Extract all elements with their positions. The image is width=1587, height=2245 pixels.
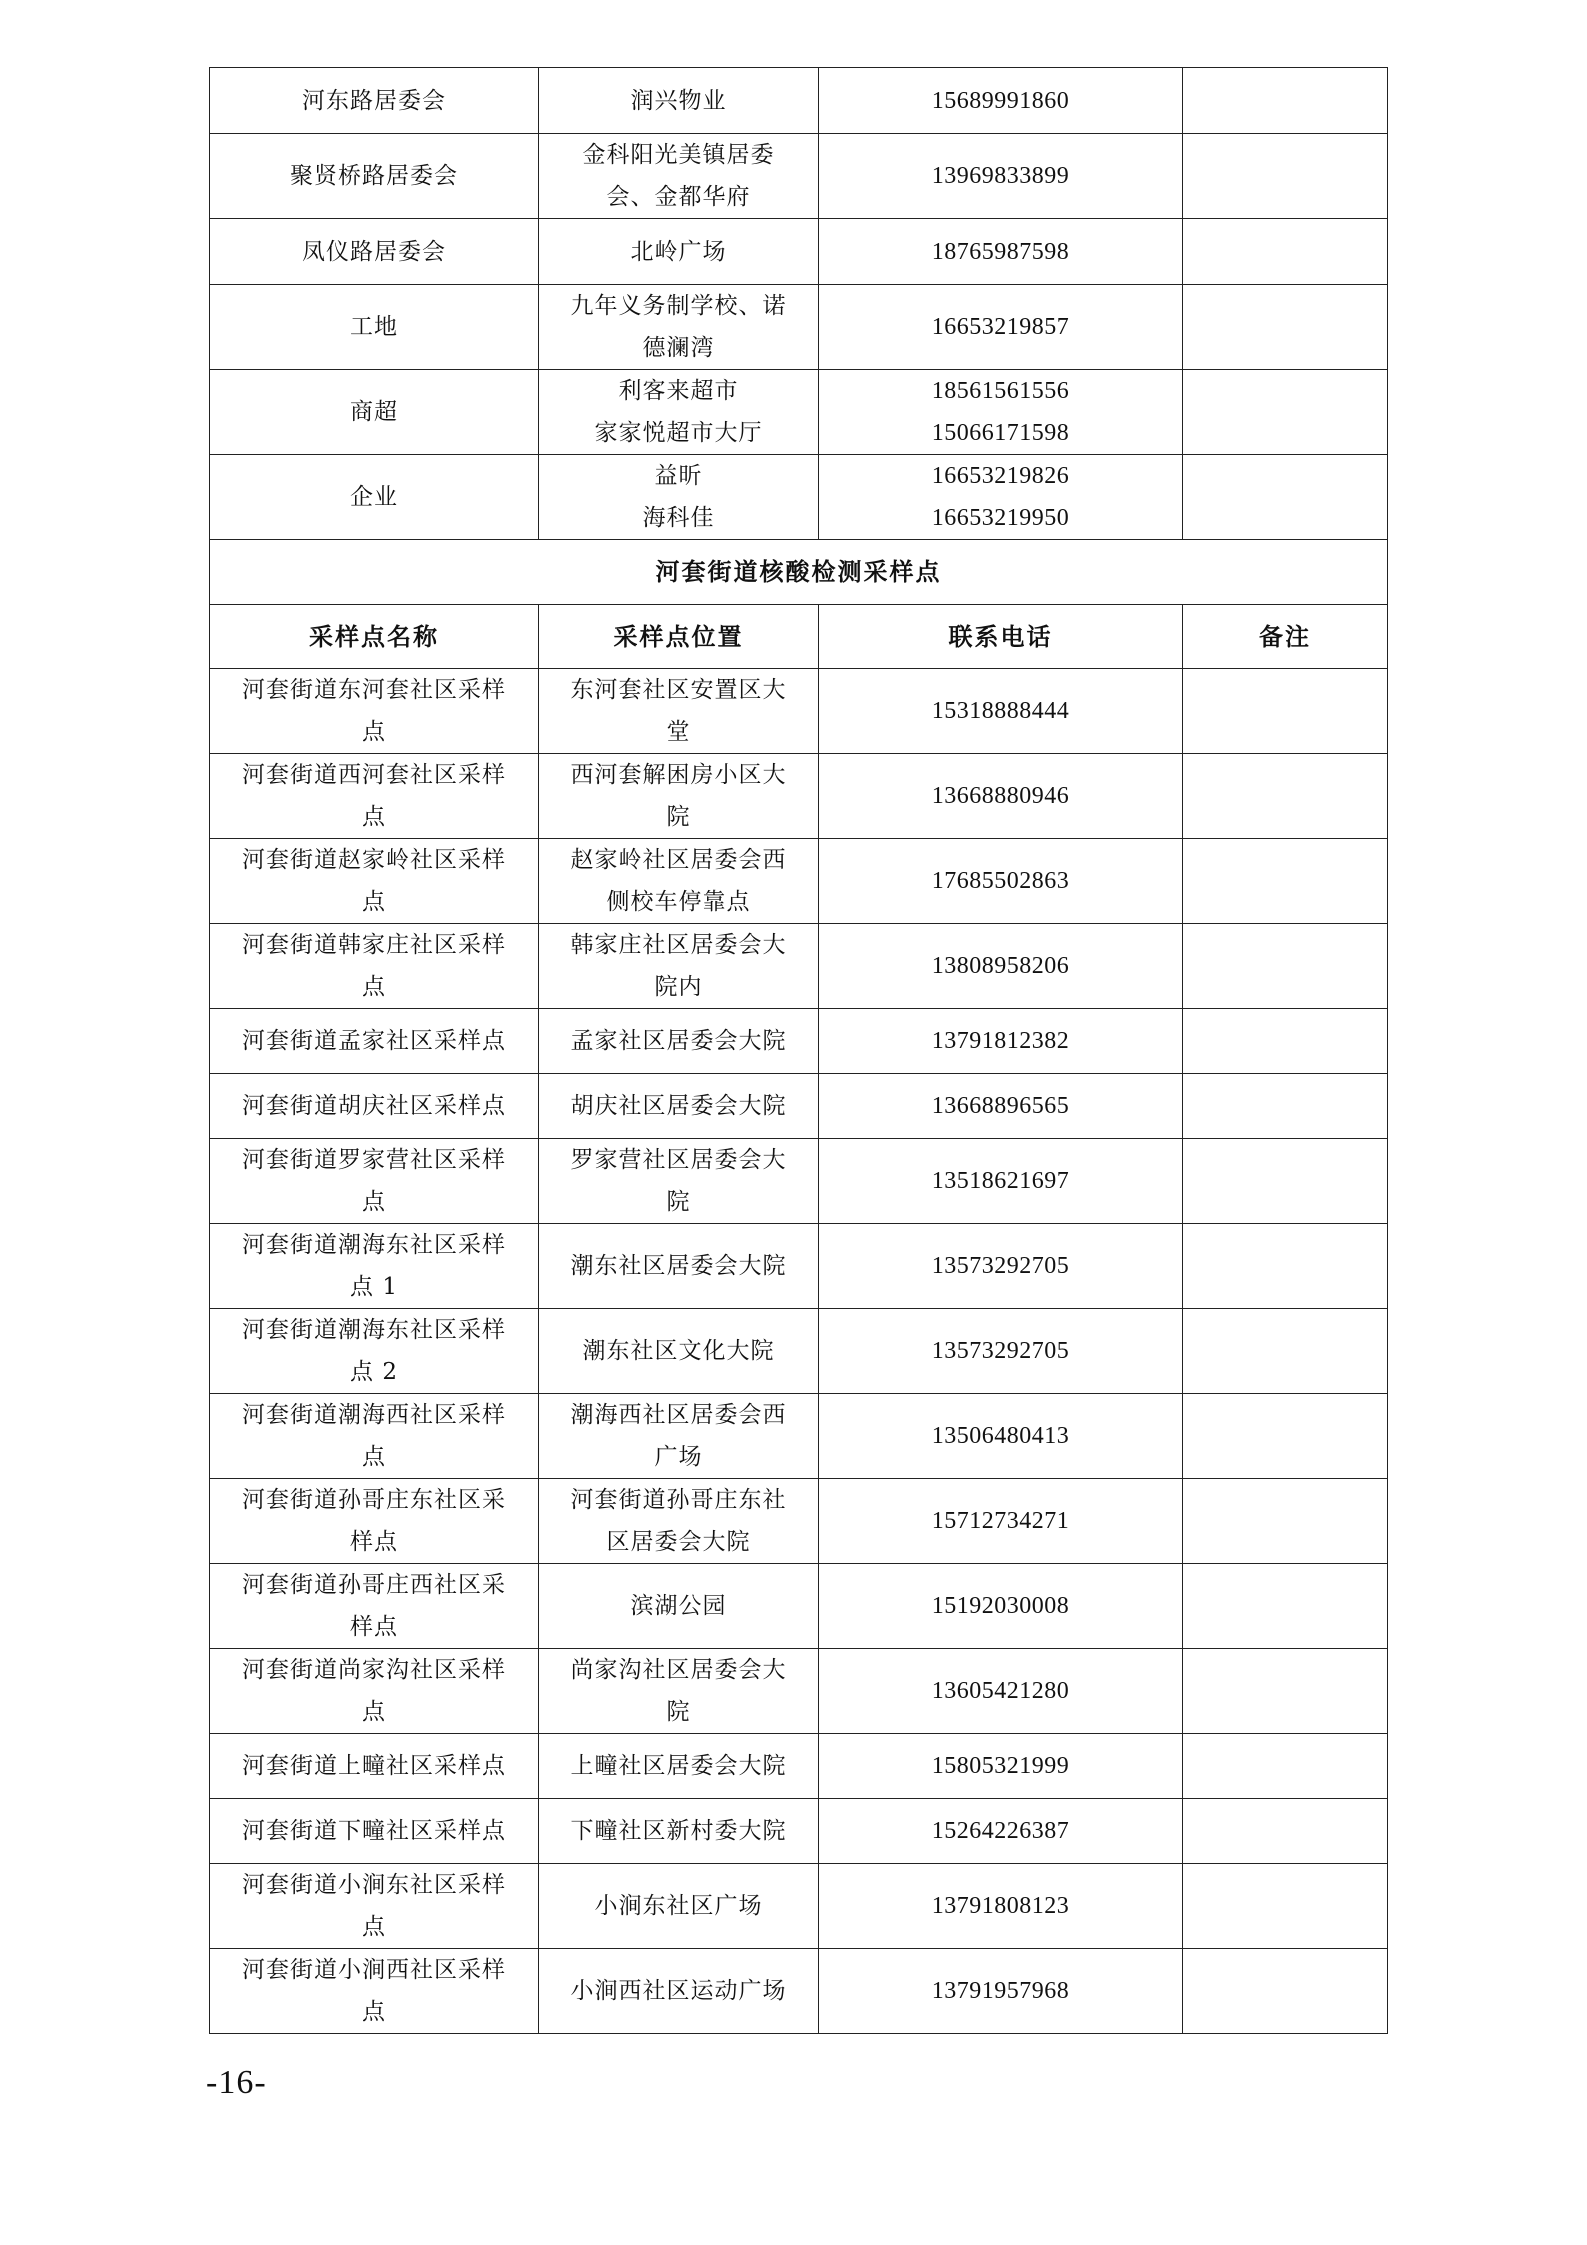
site-location: 下疃社区新村委大院 xyxy=(539,1799,819,1864)
site-name: 河套街道孟家社区采样点 xyxy=(210,1009,539,1074)
column-header-location: 采样点位置 xyxy=(539,605,819,669)
site-location: 赵家岭社区居委会西 侧校车停靠点 xyxy=(539,839,819,924)
contact-phone: 15805321999 xyxy=(819,1734,1183,1799)
page-number: -16- xyxy=(206,2064,267,2101)
note-cell xyxy=(1183,924,1388,1009)
site-location: 东河套社区安置区大 堂 xyxy=(539,669,819,754)
note-cell xyxy=(1183,1394,1388,1479)
contact-phone: 16653219857 xyxy=(819,285,1183,370)
note-cell xyxy=(1183,455,1388,540)
contact-phone: 18561561556 15066171598 xyxy=(819,370,1183,455)
contact-phone: 13791812382 xyxy=(819,1009,1183,1074)
site-name: 河套街道尚家沟社区采样 点 xyxy=(210,1649,539,1734)
contact-phone: 18765987598 xyxy=(819,219,1183,285)
column-header-name: 采样点名称 xyxy=(210,605,539,669)
table-row xyxy=(210,839,1388,924)
site-location: 罗家营社区居委会大 院 xyxy=(539,1139,819,1224)
site-name: 河套街道潮海东社区采样 点 2 xyxy=(210,1309,539,1394)
note-cell xyxy=(1183,1074,1388,1139)
note-cell xyxy=(1183,1309,1388,1394)
section-title-row xyxy=(210,540,1388,605)
contact-phone: 15264226387 xyxy=(819,1799,1183,1864)
table-row xyxy=(210,1564,1388,1649)
note-cell xyxy=(1183,1734,1388,1799)
residents-committee-name: 聚贤桥路居委会 xyxy=(210,134,539,219)
table-row xyxy=(210,134,1388,219)
site-location: 西河套解困房小区大 院 xyxy=(539,754,819,839)
site-location: 金科阳光美镇居委 会、金都华府 xyxy=(539,134,819,219)
site-name: 河套街道潮海东社区采样 点 1 xyxy=(210,1224,539,1309)
table-row xyxy=(210,370,1388,455)
note-cell xyxy=(1183,1864,1388,1949)
contact-phone: 15318888444 xyxy=(819,669,1183,754)
contact-phone: 13518621697 xyxy=(819,1139,1183,1224)
contact-phone: 15192030008 xyxy=(819,1564,1183,1649)
site-location: 韩家庄社区居委会大 院内 xyxy=(539,924,819,1009)
contact-phone: 13573292705 xyxy=(819,1224,1183,1309)
table-row xyxy=(210,1649,1388,1734)
table-row xyxy=(210,1309,1388,1394)
note-cell xyxy=(1183,134,1388,219)
site-location: 潮海西社区居委会西 广场 xyxy=(539,1394,819,1479)
table-row xyxy=(210,1479,1388,1564)
sampling-sites-table xyxy=(209,67,1388,2034)
note-cell xyxy=(1183,669,1388,754)
section-title: 河套街道核酸检测采样点 xyxy=(210,540,1388,605)
column-header-note: 备注 xyxy=(1183,605,1388,669)
contact-phone: 13506480413 xyxy=(819,1394,1183,1479)
site-name: 河套街道上疃社区采样点 xyxy=(210,1734,539,1799)
site-name: 河套街道孙哥庄西社区采 样点 xyxy=(210,1564,539,1649)
site-name: 河套街道东河套社区采样 点 xyxy=(210,669,539,754)
note-cell xyxy=(1183,370,1388,455)
site-name: 河套街道小涧西社区采样 点 xyxy=(210,1949,539,2034)
note-cell xyxy=(1183,285,1388,370)
table-row xyxy=(210,1734,1388,1799)
table-row xyxy=(210,1799,1388,1864)
site-name: 河套街道西河套社区采样 点 xyxy=(210,754,539,839)
residents-committee-name: 工地 xyxy=(210,285,539,370)
column-header-phone: 联系电话 xyxy=(819,605,1183,669)
contact-phone: 13791808123 xyxy=(819,1864,1183,1949)
table-row xyxy=(210,1864,1388,1949)
table-row xyxy=(210,924,1388,1009)
note-cell xyxy=(1183,1139,1388,1224)
note-cell xyxy=(1183,1949,1388,2034)
site-name: 河套街道罗家营社区采样 点 xyxy=(210,1139,539,1224)
site-location: 小涧西社区运动广场 xyxy=(539,1949,819,2034)
contact-phone: 15712734271 xyxy=(819,1479,1183,1564)
site-location: 潮东社区文化大院 xyxy=(539,1309,819,1394)
site-name: 河套街道韩家庄社区采样 点 xyxy=(210,924,539,1009)
site-name: 河套街道胡庆社区采样点 xyxy=(210,1074,539,1139)
residents-committee-name: 商超 xyxy=(210,370,539,455)
site-name: 河套街道下疃社区采样点 xyxy=(210,1799,539,1864)
site-name: 河套街道潮海西社区采样 点 xyxy=(210,1394,539,1479)
note-cell xyxy=(1183,1224,1388,1309)
table-row xyxy=(210,68,1388,134)
site-location: 北岭广场 xyxy=(539,219,819,285)
contact-phone: 13791957968 xyxy=(819,1949,1183,2034)
note-cell xyxy=(1183,68,1388,134)
note-cell xyxy=(1183,1564,1388,1649)
contact-phone: 13605421280 xyxy=(819,1649,1183,1734)
site-location: 九年义务制学校、诺 德澜湾 xyxy=(539,285,819,370)
site-location: 上疃社区居委会大院 xyxy=(539,1734,819,1799)
site-name: 河套街道赵家岭社区采样 点 xyxy=(210,839,539,924)
table-row xyxy=(210,455,1388,540)
table-row xyxy=(210,219,1388,285)
table-row xyxy=(210,1139,1388,1224)
table-row xyxy=(210,669,1388,754)
note-cell xyxy=(1183,1799,1388,1864)
contact-phone: 17685502863 xyxy=(819,839,1183,924)
note-cell xyxy=(1183,839,1388,924)
site-location: 胡庆社区居委会大院 xyxy=(539,1074,819,1139)
site-location: 益昕 海科佳 xyxy=(539,455,819,540)
residents-committee-name: 河东路居委会 xyxy=(210,68,539,134)
table-row xyxy=(210,1224,1388,1309)
table-row xyxy=(210,1394,1388,1479)
note-cell xyxy=(1183,1009,1388,1074)
site-location: 利客来超市 家家悦超市大厅 xyxy=(539,370,819,455)
residents-committee-name: 凤仪路居委会 xyxy=(210,219,539,285)
site-name: 河套街道小涧东社区采样 点 xyxy=(210,1864,539,1949)
contact-phone: 16653219826 16653219950 xyxy=(819,455,1183,540)
contact-phone: 13668880946 xyxy=(819,754,1183,839)
table-header-row xyxy=(210,605,1388,669)
note-cell xyxy=(1183,219,1388,285)
site-location: 潮东社区居委会大院 xyxy=(539,1224,819,1309)
contact-phone: 13808958206 xyxy=(819,924,1183,1009)
note-cell xyxy=(1183,1649,1388,1734)
site-location: 河套街道孙哥庄东社 区居委会大院 xyxy=(539,1479,819,1564)
table-row xyxy=(210,1074,1388,1139)
site-location: 滨湖公园 xyxy=(539,1564,819,1649)
site-location: 润兴物业 xyxy=(539,68,819,134)
contact-phone: 15689991860 xyxy=(819,68,1183,134)
site-location: 孟家社区居委会大院 xyxy=(539,1009,819,1074)
table-row xyxy=(210,1009,1388,1074)
contact-phone: 13668896565 xyxy=(819,1074,1183,1139)
note-cell xyxy=(1183,1479,1388,1564)
contact-phone: 13573292705 xyxy=(819,1309,1183,1394)
site-location: 尚家沟社区居委会大 院 xyxy=(539,1649,819,1734)
residents-committee-name: 企业 xyxy=(210,455,539,540)
table-row xyxy=(210,1949,1388,2034)
contact-phone: 13969833899 xyxy=(819,134,1183,219)
site-name: 河套街道孙哥庄东社区采 样点 xyxy=(210,1479,539,1564)
site-location: 小涧东社区广场 xyxy=(539,1864,819,1949)
table-row xyxy=(210,754,1388,839)
table-row xyxy=(210,285,1388,370)
note-cell xyxy=(1183,754,1388,839)
